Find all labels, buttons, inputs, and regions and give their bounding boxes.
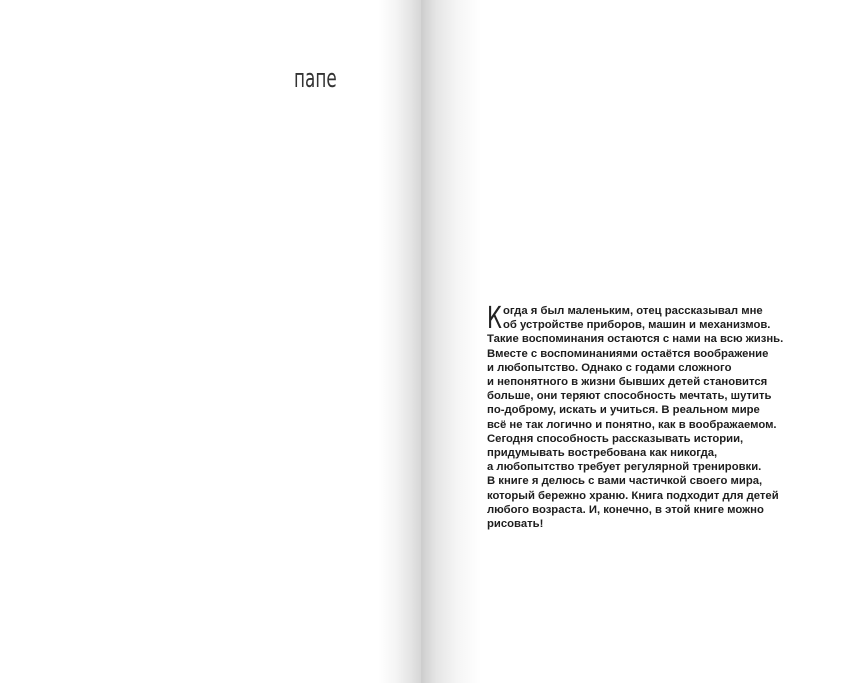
text-line: Сегодня способность рассказывать истории, xyxy=(487,432,744,445)
drop-cap-lines xyxy=(503,304,807,332)
text-line: который бережно храню. Книга подходит для детей xyxy=(487,489,779,502)
text-line: любого возраста. И, конечно, в этой книге можно xyxy=(487,503,764,516)
drop-cap: К xyxy=(487,301,502,336)
text-line: и любопытство. Однако с годами сложного xyxy=(487,361,732,374)
text-line: и непонятного в жизни бывших детей становится xyxy=(487,376,768,389)
text-line: по-доброму, искать и учиться. В реальном мире xyxy=(487,404,760,417)
gutter-shadow-left xyxy=(378,0,421,683)
text-line: больше, они теряют способность мечтать, шутить xyxy=(487,390,772,403)
gutter-shadow-right xyxy=(421,0,481,683)
text-line: Такие воспоминания остаются с нами на всю жизнь. xyxy=(487,333,784,346)
text-line: а любопытство требует регулярной тренировки. xyxy=(487,461,762,474)
text-line: огда я был маленьким, отец рассказывал мне xyxy=(503,305,763,317)
text-line: об устройстве приборов, машин и механизмов. xyxy=(503,319,771,332)
text-line: В книге я делюсь с вами частичкой своего мира, xyxy=(487,475,763,488)
text-line: рисовать! xyxy=(487,518,544,531)
foreword-text xyxy=(487,301,807,531)
left-page xyxy=(0,0,421,683)
text-line: Вместе с воспоминаниями остаётся воображение xyxy=(487,347,769,360)
text-line: придумывать востребована как никогда, xyxy=(487,447,718,460)
dedication-text: папе xyxy=(294,64,337,94)
text-line: всё не так логично и понятно, как в воображаемом. xyxy=(487,418,777,431)
